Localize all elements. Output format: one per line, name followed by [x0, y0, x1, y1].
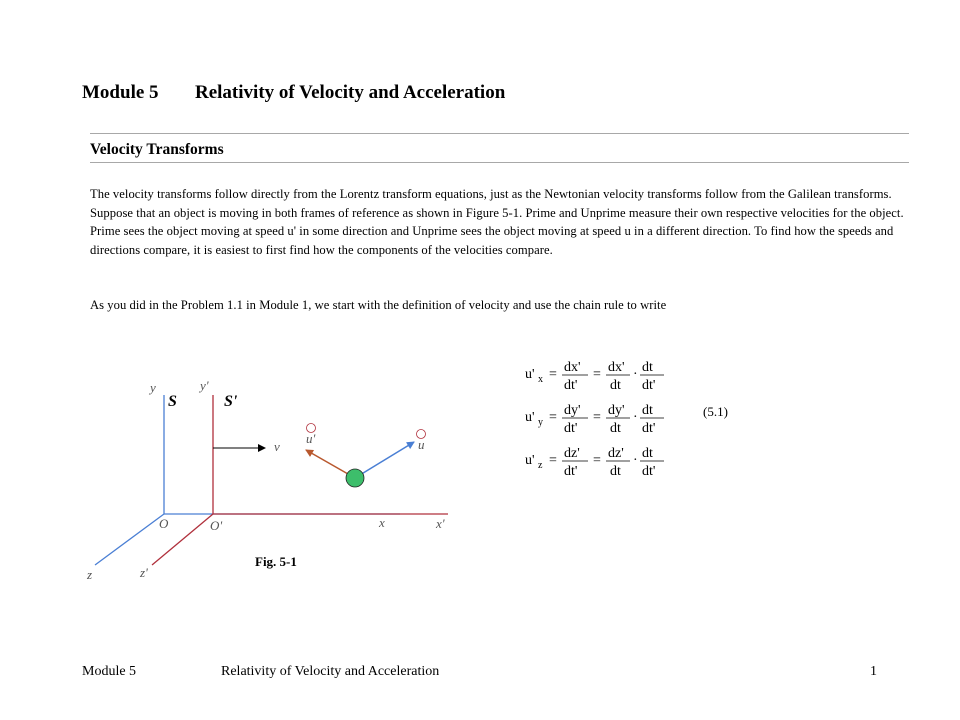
svg-text:dt': dt'	[642, 421, 656, 436]
svg-text:dt': dt'	[564, 378, 578, 393]
svg-text:dt': dt'	[564, 464, 578, 479]
svg-text:dz': dz'	[608, 446, 624, 461]
label-u: u	[418, 437, 425, 452]
moving-object	[346, 469, 364, 487]
svg-text:u': u'	[525, 367, 535, 382]
svg-text:·: ·	[633, 367, 638, 382]
svg-text:dz': dz'	[564, 446, 580, 461]
z-axis	[95, 514, 164, 565]
label-u-prime: u'	[306, 431, 316, 446]
svg-text:dy': dy'	[564, 403, 581, 418]
label-y: y	[150, 380, 156, 395]
svg-text:=: =	[549, 367, 557, 382]
equation-row-z	[525, 446, 664, 479]
svg-text:z: z	[538, 460, 543, 471]
u-arrow	[355, 442, 414, 478]
svg-text:=: =	[549, 453, 557, 468]
footer-module: Module 5	[82, 664, 137, 679]
svg-text:x: x	[538, 374, 543, 385]
label-O: O	[159, 516, 169, 531]
svg-text:dt': dt'	[642, 464, 656, 479]
equation-number: (5.1)	[703, 404, 728, 419]
section-rule-bottom	[90, 162, 909, 163]
label-x: x	[379, 515, 385, 530]
svg-text:dx': dx'	[608, 360, 625, 375]
svg-text:dt: dt	[642, 360, 653, 375]
svg-text:u': u'	[525, 410, 535, 425]
footer-title: Relativity of Velocity and Acceleration	[221, 664, 440, 679]
equation-row-y	[525, 403, 664, 436]
svg-text:dt: dt	[642, 446, 653, 461]
svg-text:·: ·	[633, 410, 638, 425]
equation-row-x	[525, 360, 664, 393]
paragraph-intro	[90, 185, 910, 259]
svg-text:=: =	[593, 410, 601, 425]
svg-text:·: ·	[633, 453, 638, 468]
page-title	[82, 82, 505, 104]
title-heading: Relativity of Velocity and Acceleration	[195, 82, 506, 103]
equation-block	[520, 350, 670, 485]
label-z: z	[87, 567, 93, 582]
svg-text:dt: dt	[610, 378, 621, 393]
svg-text:y: y	[538, 417, 543, 428]
section-rule-top	[90, 133, 909, 134]
svg-text:=: =	[593, 367, 601, 382]
title-module: Module 5	[82, 82, 159, 103]
svg-text:dy': dy'	[608, 403, 625, 418]
label-v: v	[274, 439, 280, 454]
svg-text:=: =	[593, 453, 601, 468]
label-z-prime: z'	[140, 565, 148, 580]
svg-text:u': u'	[525, 453, 535, 468]
paragraph-chain-rule-text: As you did in the Problem 1.1 in Module 1, we start with the definition of velocity and use the chain rule to write	[90, 298, 667, 312]
svg-text:=: =	[549, 410, 557, 425]
label-O-prime: O'	[210, 518, 223, 533]
section-heading: Velocity Transforms	[90, 141, 224, 158]
svg-text:dt': dt'	[642, 378, 656, 393]
label-S: S	[168, 393, 177, 410]
svg-text:dx': dx'	[564, 360, 581, 375]
footer-page-number: 1	[870, 664, 877, 679]
label-x-prime: x'	[436, 516, 445, 531]
paragraph-intro-text: The velocity transforms follow directly from the Lorentz transform equations, just as the Newtonian velocity transforms follow from the Galilean transforms. Suppose that an object is moving in both frames of reference as shown in Figure 5-1. Prime and Unprime measure their own respective velocities for the object. Prime sees the object moving at speed u' in some direction and Unprime sees the object moving at speed u in a different direction. To find how the speeds and directions compare, it is easiest to first find how the components of the velocities compare.	[90, 187, 904, 257]
paragraph-chain-rule	[90, 296, 910, 315]
label-S-prime: S'	[224, 393, 238, 410]
prime-axes	[152, 395, 448, 565]
svg-text:dt: dt	[642, 403, 653, 418]
svg-text:dt: dt	[610, 464, 621, 479]
label-y-prime: y'	[200, 378, 209, 393]
svg-text:dt: dt	[610, 421, 621, 436]
svg-text:dt': dt'	[564, 421, 578, 436]
figure-caption: Fig. 5-1	[255, 554, 297, 569]
